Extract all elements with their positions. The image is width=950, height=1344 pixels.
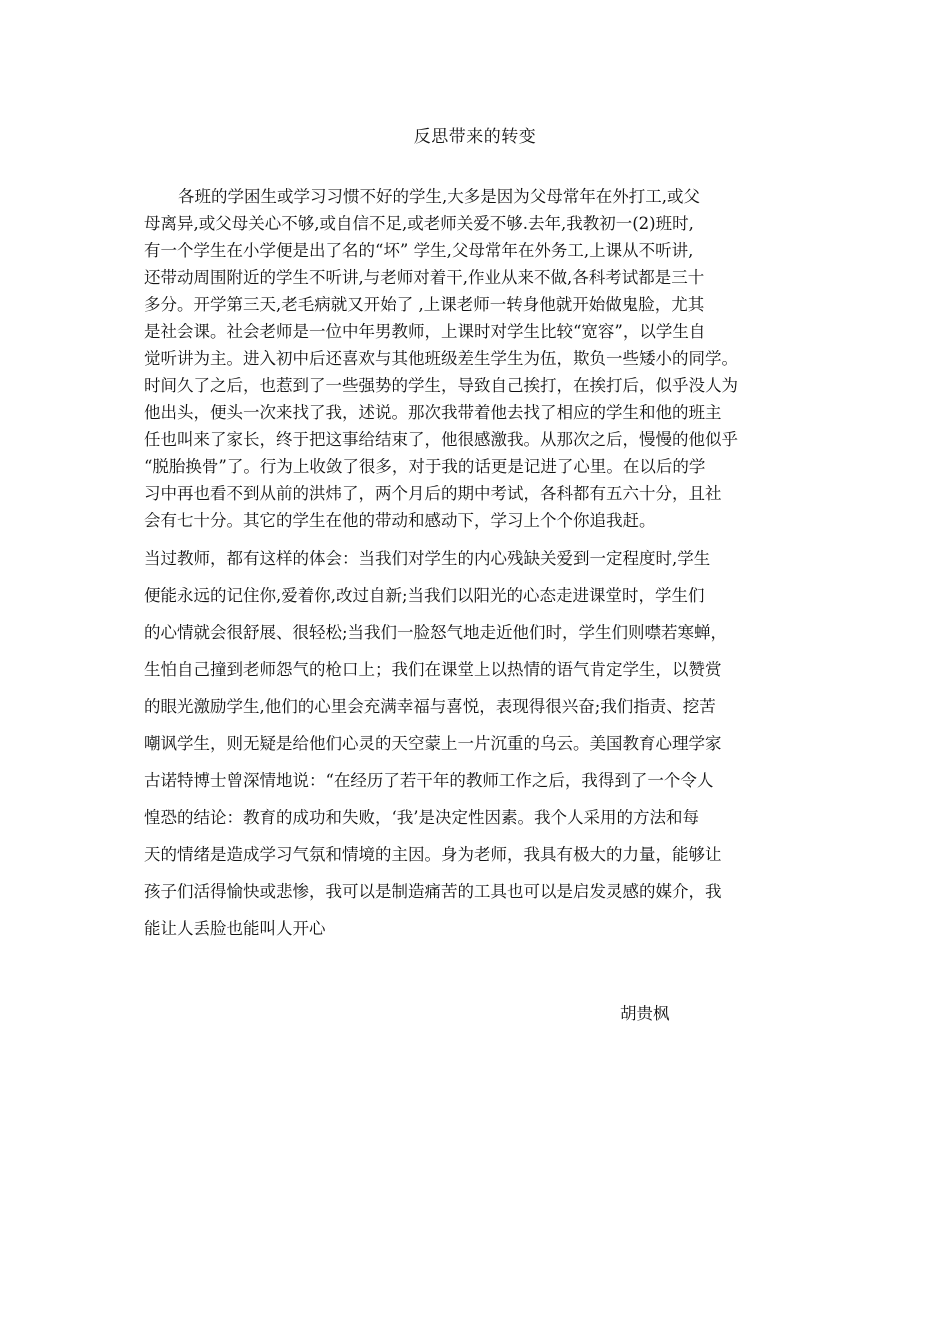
paragraph-2-line: 惶恐的结论：教育的成功和失败，‘我’是决定性因素。我个人采用的方法和每: [144, 808, 699, 827]
paragraph-1-line: 觉听讲为主。进入初中后还喜欢与其他班级差生学生为伍，欺负一些矮小的同学。: [144, 349, 738, 368]
paragraph-1-line: 任也叫来了家长，终于把这事给结束了，他很感激我。从那次之后，慢慢的他似乎: [144, 430, 738, 449]
paragraph-2-line: 生怕自己撞到老师怨气的枪口上；我们在课堂上以热情的语气肯定学生，以赞赏: [144, 660, 722, 679]
paragraph-2-line: 天的情绪是造成学习气氛和情境的主因。身为老师，我具有极大的力量，能够让: [144, 845, 722, 864]
paragraph-2-line: 孩子们活得愉快或悲惨，我可以是制造痛苦的工具也可以是启发灵感的媒介，我: [144, 882, 722, 901]
author-name: 胡贵枫: [620, 1004, 670, 1023]
paragraph-1-line: 时间久了之后，也惹到了一些强势的学生，导致自己挨打，在挨打后，似乎没人为: [144, 376, 738, 395]
paragraph-2-line: 的眼光激励学生,他们的心里会充满幸福与喜悦，表现得很兴奋;我们指责、挖苦: [144, 697, 716, 716]
paragraph-2-line: 便能永远的记住你,爱着你,改过自新;当我们以阳光的心态走进课堂时，学生们: [144, 586, 705, 605]
paragraph-2-line: 当过教师，都有这样的体会：当我们对学生的内心残缺关爱到一定程度时,学生: [144, 549, 711, 568]
paragraph-1-line: 各班的学困生或学习习惯不好的学生,大多是因为父母常年在外打工,或父: [178, 187, 700, 206]
paragraph-1-line: “脱胎换骨”了。行为上收敛了很多，对于我的话更是记进了心里。在以后的学: [144, 457, 706, 476]
document-title: 反思带来的转变: [413, 127, 537, 147]
paragraph-1-line: 是社会课。社会老师是一位中年男教师，上课时对学生比较“宽容”，以学生自: [144, 322, 706, 341]
paragraph-2-line: 嘲讽学生，则无疑是给他们心灵的天空蒙上一片沉重的乌云。美国教育心理学家: [144, 734, 722, 753]
paragraph-2-line: 能让人丢脸也能叫人开心: [144, 919, 326, 938]
paragraph-1-line: 母离异,或父母关心不够,或自信不足,或老师关爱不够.去年,我教初一(2)班时,: [144, 214, 694, 233]
paragraph-1-line: 他出头，便头一次来找了我，述说。那次我带着他去找了相应的学生和他的班主: [144, 403, 722, 422]
paragraph-2-line: 古诺特博士曾深情地说：“在经历了若干年的教师工作之后，我得到了一个令人: [144, 771, 714, 790]
paragraph-1-line: 会有七十分。其它的学生在他的带动和感动下，学习上个个你追我赶。: [144, 511, 656, 530]
paragraph-1-line: 还带动周围附近的学生不听讲,与老师对着干,作业从来不做,各科考试都是三十: [144, 268, 705, 287]
paragraph-1-line: 多分。开学第三天,老毛病就又开始了 ,上课老师一转身他就开始做鬼脸，尤其: [144, 295, 705, 314]
paragraph-1-line: 习中再也看不到从前的洪炜了，两个月后的期中考试，各科都有五六十分，且社: [144, 484, 722, 503]
paragraph-2-line: 的心情就会很舒展、很轻松;当我们一脸怒气地走近他们时，学生们则噤若寒蝉，: [144, 623, 728, 642]
paragraph-1-line: 有一个学生在小学便是出了名的“坏” 学生,父母常年在外务工,上课从不听讲,: [144, 241, 694, 260]
